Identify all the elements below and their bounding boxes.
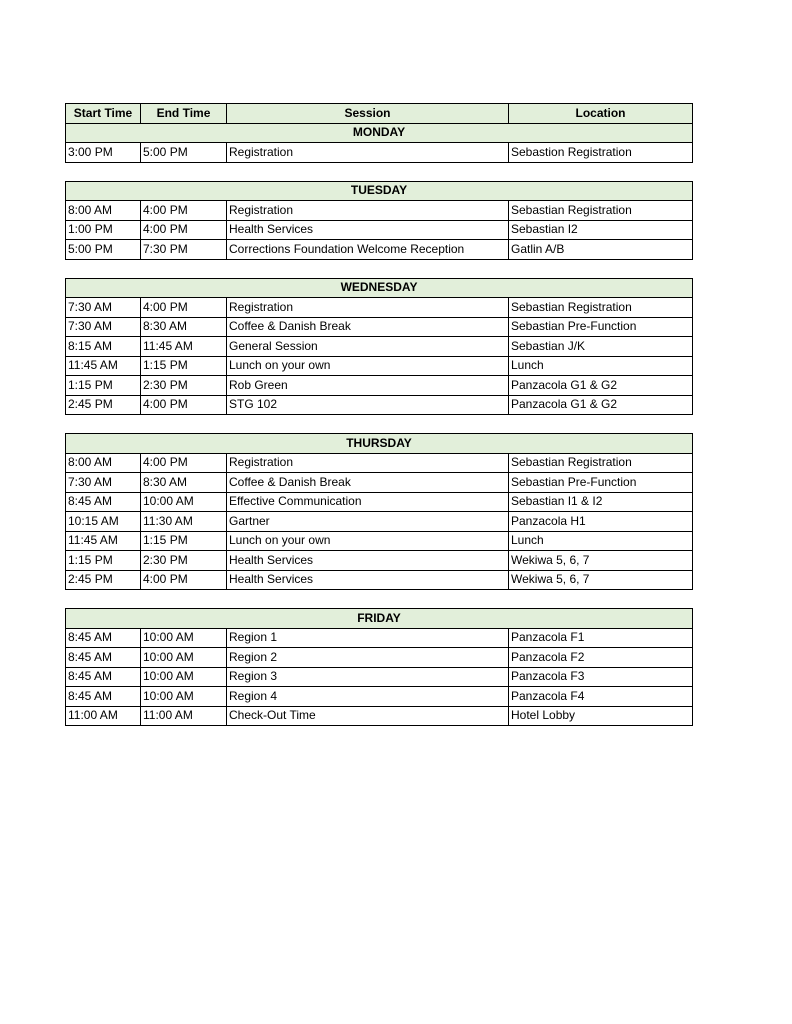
start-time-cell: 8:15 AM: [66, 337, 141, 357]
table-row: [66, 492, 693, 512]
session-cell: Region 1: [227, 628, 509, 648]
table-row: [66, 220, 693, 240]
session-cell: Registration: [227, 201, 509, 221]
day-header-row: [66, 609, 693, 629]
session-cell: Lunch on your own: [227, 356, 509, 376]
table-row: [66, 201, 693, 221]
schedule-table: [65, 103, 693, 163]
schedule-table: [65, 278, 693, 416]
session-header: Session: [227, 104, 509, 124]
start-time-cell: 8:45 AM: [66, 687, 141, 707]
location-cell: Wekiwa 5, 6, 7: [509, 570, 693, 590]
end-time-cell: 4:00 PM: [141, 201, 227, 221]
day-title: MONDAY: [66, 123, 693, 143]
start-time-cell: 1:15 PM: [66, 376, 141, 396]
end-time-cell: 4:00 PM: [141, 570, 227, 590]
end-time-cell: 4:00 PM: [141, 220, 227, 240]
header-row: [66, 104, 693, 124]
location-cell: Panzacola F2: [509, 648, 693, 668]
location-cell: Sebastian J/K: [509, 337, 693, 357]
day-title: THURSDAY: [66, 434, 693, 454]
location-cell: Sebastian Registration: [509, 298, 693, 318]
start-time-cell: 11:45 AM: [66, 531, 141, 551]
day-title: TUESDAY: [66, 181, 693, 201]
location-cell: Hotel Lobby: [509, 706, 693, 726]
location-cell: Panzacola F4: [509, 687, 693, 707]
location-cell: Panzacola F1: [509, 628, 693, 648]
day-title: WEDNESDAY: [66, 278, 693, 298]
start-time-header: Start Time: [66, 104, 141, 124]
end-time-cell: 8:30 AM: [141, 473, 227, 493]
session-cell: Region 2: [227, 648, 509, 668]
table-row: [66, 337, 693, 357]
table-row: [66, 706, 693, 726]
session-cell: General Session: [227, 337, 509, 357]
start-time-cell: 1:00 PM: [66, 220, 141, 240]
table-row: [66, 551, 693, 571]
location-cell: Panzacola F3: [509, 667, 693, 687]
session-cell: STG 102: [227, 395, 509, 415]
start-time-cell: 7:30 AM: [66, 298, 141, 318]
end-time-cell: 11:30 AM: [141, 512, 227, 532]
table-row: [66, 395, 693, 415]
end-time-cell: 8:30 AM: [141, 317, 227, 337]
session-cell: Health Services: [227, 220, 509, 240]
end-time-cell: 10:00 AM: [141, 628, 227, 648]
start-time-cell: 8:45 AM: [66, 492, 141, 512]
start-time-cell: 8:00 AM: [66, 201, 141, 221]
session-cell: Registration: [227, 143, 509, 163]
start-time-cell: 7:30 AM: [66, 317, 141, 337]
table-row: [66, 687, 693, 707]
session-cell: Check-Out Time: [227, 706, 509, 726]
start-time-cell: 11:45 AM: [66, 356, 141, 376]
day-title: FRIDAY: [66, 609, 693, 629]
session-cell: Coffee & Danish Break: [227, 317, 509, 337]
location-cell: Lunch: [509, 531, 693, 551]
table-row: [66, 240, 693, 260]
table-row: [66, 473, 693, 493]
table-row: [66, 531, 693, 551]
start-time-cell: 3:00 PM: [66, 143, 141, 163]
end-time-cell: 10:00 AM: [141, 687, 227, 707]
end-time-cell: 4:00 PM: [141, 395, 227, 415]
session-cell: Rob Green: [227, 376, 509, 396]
day-block-tuesday: [65, 181, 692, 260]
day-header-row: [66, 123, 693, 143]
table-row: [66, 143, 693, 163]
end-time-cell: 1:15 PM: [141, 356, 227, 376]
session-cell: Lunch on your own: [227, 531, 509, 551]
start-time-cell: 11:00 AM: [66, 706, 141, 726]
location-cell: Sebastian Pre-Function: [509, 473, 693, 493]
schedule-table: [65, 433, 693, 590]
session-cell: Coffee & Danish Break: [227, 473, 509, 493]
location-cell: Sebastian Registration: [509, 453, 693, 473]
end-time-cell: 10:00 AM: [141, 492, 227, 512]
schedule-table: [65, 181, 693, 260]
start-time-cell: 8:45 AM: [66, 667, 141, 687]
end-time-cell: 10:00 AM: [141, 667, 227, 687]
table-row: [66, 453, 693, 473]
location-cell: Wekiwa 5, 6, 7: [509, 551, 693, 571]
day-block-wednesday: [65, 278, 692, 416]
schedule-page: [65, 103, 692, 726]
location-cell: Sebastian Pre-Function: [509, 317, 693, 337]
start-time-cell: 5:00 PM: [66, 240, 141, 260]
end-time-cell: 4:00 PM: [141, 298, 227, 318]
location-cell: Panzacola H1: [509, 512, 693, 532]
start-time-cell: 8:45 AM: [66, 648, 141, 668]
session-cell: Registration: [227, 298, 509, 318]
table-row: [66, 570, 693, 590]
session-cell: Corrections Foundation Welcome Reception: [227, 240, 509, 260]
table-row: [66, 628, 693, 648]
end-time-cell: 1:15 PM: [141, 531, 227, 551]
day-header-row: [66, 434, 693, 454]
session-cell: Region 3: [227, 667, 509, 687]
day-block-monday: [65, 103, 692, 163]
location-cell: Panzacola G1 & G2: [509, 376, 693, 396]
session-cell: Health Services: [227, 570, 509, 590]
end-time-cell: 11:00 AM: [141, 706, 227, 726]
session-cell: Registration: [227, 453, 509, 473]
end-time-header: End Time: [141, 104, 227, 124]
location-cell: Gatlin A/B: [509, 240, 693, 260]
day-header-row: [66, 278, 693, 298]
location-cell: Panzacola G1 & G2: [509, 395, 693, 415]
start-time-cell: 8:45 AM: [66, 628, 141, 648]
location-header: Location: [509, 104, 693, 124]
start-time-cell: 1:15 PM: [66, 551, 141, 571]
end-time-cell: 11:45 AM: [141, 337, 227, 357]
end-time-cell: 5:00 PM: [141, 143, 227, 163]
end-time-cell: 2:30 PM: [141, 551, 227, 571]
session-cell: Effective Communication: [227, 492, 509, 512]
table-row: [66, 667, 693, 687]
session-cell: Health Services: [227, 551, 509, 571]
table-row: [66, 356, 693, 376]
day-block-thursday: [65, 433, 692, 590]
start-time-cell: 7:30 AM: [66, 473, 141, 493]
location-cell: Sebastian Registration: [509, 201, 693, 221]
location-cell: Sebastion Registration: [509, 143, 693, 163]
start-time-cell: 10:15 AM: [66, 512, 141, 532]
schedule-table: [65, 608, 693, 726]
table-row: [66, 376, 693, 396]
day-block-friday: [65, 608, 692, 726]
start-time-cell: 2:45 PM: [66, 570, 141, 590]
table-row: [66, 317, 693, 337]
location-cell: Sebastian I2: [509, 220, 693, 240]
location-cell: Lunch: [509, 356, 693, 376]
end-time-cell: 7:30 PM: [141, 240, 227, 260]
end-time-cell: 2:30 PM: [141, 376, 227, 396]
table-row: [66, 512, 693, 532]
end-time-cell: 4:00 PM: [141, 453, 227, 473]
session-cell: Gartner: [227, 512, 509, 532]
start-time-cell: 2:45 PM: [66, 395, 141, 415]
end-time-cell: 10:00 AM: [141, 648, 227, 668]
table-row: [66, 298, 693, 318]
day-header-row: [66, 181, 693, 201]
start-time-cell: 8:00 AM: [66, 453, 141, 473]
location-cell: Sebastian I1 & I2: [509, 492, 693, 512]
table-row: [66, 648, 693, 668]
session-cell: Region 4: [227, 687, 509, 707]
